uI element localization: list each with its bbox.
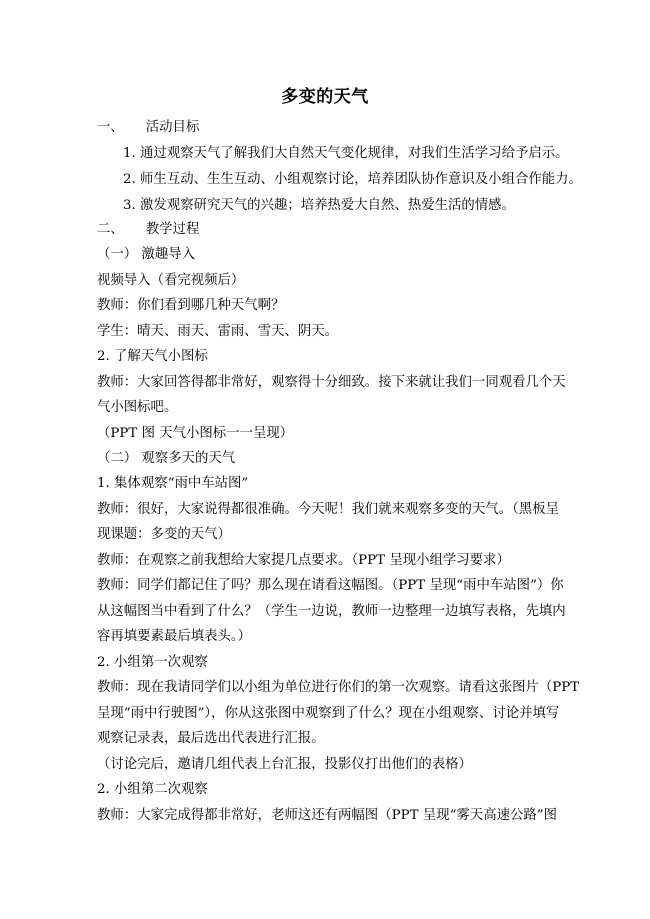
subsection-heading: （一） 激趣导入 bbox=[97, 247, 195, 262]
paragraph-line: 教师：你们看到哪几种天气啊？ bbox=[97, 298, 285, 313]
paragraph-line: 观察记录表，最后选出代表进行汇报。 bbox=[97, 731, 325, 746]
paragraph-line: 容再填要素最后填表头。） bbox=[97, 629, 251, 644]
section-number: 一、 bbox=[97, 120, 124, 135]
paragraph-line: 教师：在观察之前我想给大家提几点要求。（PPT 呈现小组学习要求） bbox=[97, 553, 510, 568]
paragraph-line: 学生：晴天、雨天、雷雨、雪天、阴天。 bbox=[97, 324, 339, 339]
paragraph-line: 教师：同学们都记住了吗？那么现在请看这幅图。（PPT 呈现“雨中车站图”）你 bbox=[97, 578, 564, 593]
paragraph-line: 教师：大家完成得都非常好，老师这还有两幅图（PPT 呈现“雾天高速公路”图 bbox=[97, 808, 558, 823]
paragraph-line: 教师：大家回答得都非常好，观察得十分细致。接下来就让我们一同观看几个天 bbox=[97, 375, 566, 390]
paragraph-line: 从这幅图当中看到了什么？（学生一边说，教师一边整理一边填写表格，先填内 bbox=[97, 604, 566, 619]
document-title: 多变的天气 bbox=[281, 87, 369, 107]
paragraph-line: （讨论完后，邀请几组代表上台汇报，投影仪打出他们的表格） bbox=[97, 757, 472, 772]
section-heading-objectives bbox=[97, 118, 567, 138]
objective-item: 1. 通过观察天气了解我们大自然天气变化规律，对我们生活学习给予启示。 bbox=[123, 146, 569, 161]
section-title: 教学过程 bbox=[145, 222, 200, 237]
paragraph-line: 现课题：多变的天气） bbox=[97, 527, 231, 542]
section-title: 活动目标 bbox=[145, 120, 200, 135]
paragraph-line: （PPT 图 天气小图标一一呈现） bbox=[97, 426, 294, 441]
subsection-heading: （二） 观察多天的天气 bbox=[97, 451, 236, 466]
objective-item: 2. 师生互动、生生互动、小组观察讨论，培养团队协作意识及小组合作能力。 bbox=[123, 172, 582, 187]
paragraph-line: 气小图标吧。 bbox=[97, 400, 178, 415]
section-heading-process bbox=[97, 220, 567, 240]
section-number: 二、 bbox=[97, 222, 124, 237]
step-heading: 2. 小组第一次观察 bbox=[97, 655, 208, 670]
paragraph-line: 呈现“雨中行驶图”），你从这张图中观察到了什么？现在小组观察、讨论并填写 bbox=[97, 706, 560, 721]
paragraph-line: 教师：很好，大家说得都很准确。今天呢！我们就来观察多变的天气。（黑板呈 bbox=[97, 502, 559, 517]
objective-item: 3. 激发观察研究天气的兴趣；培养热爱大自然、热爱生活的情感。 bbox=[123, 198, 515, 213]
paragraph-line: 教师：现在我请同学们以小组为单位进行你们的第一次观察。请看这张图片（PPT bbox=[97, 680, 580, 695]
step-heading: 1. 集体观察“雨中车站图” bbox=[97, 476, 249, 491]
step-heading: 2. 小组第二次观察 bbox=[97, 782, 208, 797]
paragraph-line: 视频导入（看完视频后） bbox=[97, 273, 245, 288]
step-heading: 2. 了解天气小图标 bbox=[97, 349, 208, 364]
